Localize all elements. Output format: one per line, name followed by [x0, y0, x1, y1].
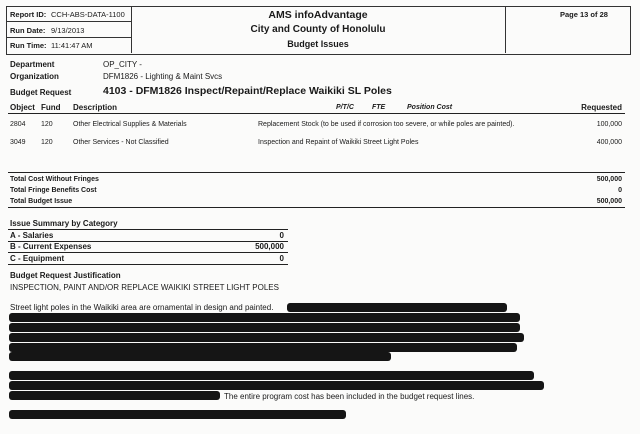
row-requested: 100,000 [596, 121, 622, 128]
col-position-cost: Position Cost [407, 104, 453, 111]
summary-label: B - Current Expenses [10, 242, 92, 251]
redaction-bar [9, 391, 220, 400]
organization-value: DFM1826 - Lighting & Maint Svcs [103, 72, 223, 81]
row-requested: 400,000 [596, 139, 622, 146]
report-title: AMS infoAdvantage [268, 9, 368, 21]
redaction-bar [9, 381, 544, 390]
report-subtitle: City and County of Honolulu [250, 24, 386, 35]
row-description: Other Services - Not Classified [73, 139, 169, 146]
run-date-label: Run Date: [10, 26, 46, 35]
redaction-bar [9, 333, 524, 342]
page-number: Page 13 of 28 [560, 10, 608, 19]
redaction-bar [9, 323, 520, 332]
summary-value: 500,000 [255, 242, 284, 251]
justification-text: The entire program cost has been included in the budget request lines. [224, 392, 475, 401]
organization-label: Organization [10, 72, 59, 81]
run-date: 9/13/2013 [51, 26, 85, 35]
total-issue-label: Total Budget Issue [10, 198, 73, 205]
row-note: Inspection and Repaint of Waikiki Street Light Poles [258, 139, 419, 146]
justification-text: Street light poles in the Waikiki area are ornamental in design and painted. [10, 303, 274, 312]
summary-divider [8, 252, 288, 253]
totals-bottom-divider [8, 207, 625, 208]
summary-divider [8, 264, 288, 265]
fringe-value: 0 [618, 187, 622, 194]
summary-title: Issue Summary by Category [10, 219, 118, 228]
department-value: OP_CITY - [103, 60, 142, 69]
report-section-title: Budget Issues [287, 39, 349, 49]
row-description: Other Electrical Supplies & Materials [73, 121, 187, 128]
col-fund: Fund [41, 103, 61, 112]
total-issue-value: 500,000 [596, 198, 622, 205]
col-requested: Requested [581, 103, 622, 112]
summary-label: C - Equipment [10, 254, 65, 263]
totals-divider [8, 172, 625, 173]
row-object: 3049 [10, 139, 26, 146]
redaction-bar [9, 343, 517, 352]
summary-value: 0 [279, 254, 284, 263]
divider [6, 37, 131, 38]
department-label: Department [10, 60, 55, 69]
run-time: 11:41:47 AM [51, 41, 93, 50]
row-fund: 120 [41, 121, 53, 128]
justification-subtitle: INSPECTION, PAINT AND/OR REPLACE WAIKIKI STREET LIGHT POLES [10, 283, 279, 292]
budget-request-value: 4103 - DFM1826 Inspect/Repaint/Replace Waikiki SL Poles [103, 85, 392, 97]
table-header-divider [8, 113, 625, 114]
row-fund: 120 [41, 139, 53, 146]
redaction-bar [9, 410, 346, 419]
redaction-bar [287, 303, 507, 312]
total-cost-label: Total Cost Without Fringes [10, 176, 99, 183]
report-id-label: Report ID: [10, 10, 47, 19]
fringe-label: Total Fringe Benefits Cost [10, 187, 97, 194]
redaction-bar [9, 352, 391, 361]
col-fte: FTE [372, 104, 386, 111]
summary-label: A - Salaries [10, 231, 54, 240]
divider [6, 21, 131, 22]
redaction-bar [9, 371, 534, 380]
col-object: Object [10, 103, 35, 112]
justification-title: Budget Request Justification [10, 271, 121, 280]
summary-title-divider [8, 229, 288, 230]
budget-request-label: Budget Request [10, 88, 72, 97]
summary-value: 0 [279, 231, 284, 240]
total-cost-value: 500,000 [596, 176, 622, 183]
report-id: CCH-ABS-DATA-1100 [51, 10, 125, 19]
row-note: Replacement Stock (to be used if corrosion too severe, or while poles are painted). [258, 121, 515, 128]
redaction-bar [9, 313, 520, 322]
col-description: Description [73, 103, 118, 112]
row-object: 2804 [10, 121, 26, 128]
col-ptc: P/T/C [336, 104, 354, 111]
run-time-label: Run Time: [10, 41, 47, 50]
